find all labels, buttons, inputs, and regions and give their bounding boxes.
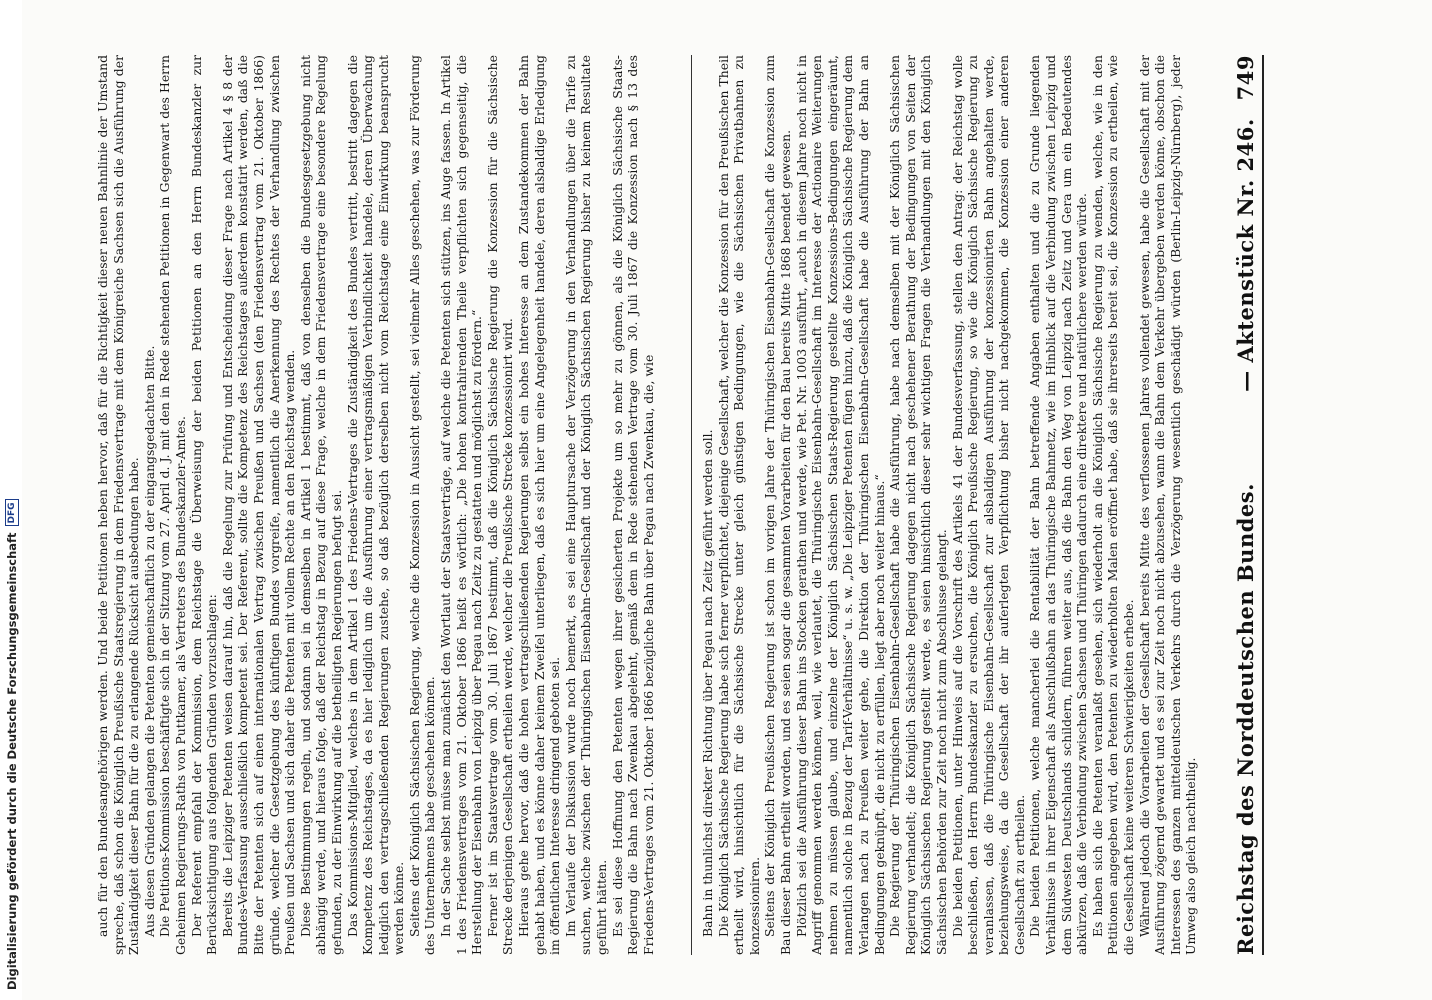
header-section: — Aktenstück Nr. 246. (1232, 118, 1258, 392)
paragraph: Bereits die Leipziger Petenten weisen darauf hin, daß die Regelung zur Prüfung und Entscheidung dieser Frage nach Artikel 4 § 8 der Bundes-Verfassung ausschließlich kompetent sei. Der Referent, sollte die Kompetenz des Reichstages außerdem konstatirt werden, daß die Bitte der Petenten sich auf einen internationalen Vertrag zwischen Preußen und Sachsen (den Friedensvertrag vom 21. Oktober 1866) gründe, welcher die Gesetzgebung des künftigen Bundes vorgreife, namentlich die Anerkennung des Rechtes der Verhandlung zwischen Preußen und Sachsen und sich daher die Petenten mit vollem Rechte an den Reichstag wenden. (219, 55, 298, 955)
footer-strip (0, 0, 22, 1000)
paragraph: Die beiden Petitionen, welche mancherlei die Rentabilität der Bahn betreffende Angaben enthalten und die zu Grunde liegenden Verhältnisse in ihrer Eigenschaft als Anschlußbahn an das Thüringische Bahnnetz, wie im Hinblick auf die Verbindung zwischen Leipzig und dem Südwesten Deutschlands schildern, führen weiter aus, daß die Bahn den Weg von Leipzig nach Zeitz und Gera um ein Bedeutendes abkürzen, daß die Verbindung zwischen Sachsen und Thüringen dadurch eine direktere und natürlichere werden würde. (1027, 55, 1090, 955)
paragraph: Es sei diese Hoffnung den Petenten wegen ihrer gesicherten Projekte um so mehr zu gönnen, als die Königlich Sächsische Staats-Regierung die Bahn nach Zwenkau abgelehnt, gemäß dem in Rede stehenden Vertrage vom 30. Juli 1867 die Konzession nach § 13 des Friedens-Vertrages vom 21. Oktober 1866 bezügliche Bahn über Pegau nach Zwenkau, die, wie (609, 55, 656, 955)
text-column-right (95, 55, 683, 955)
page-header (1228, 55, 1264, 955)
paragraph: Die Petitions-Kommission beschäftigte sich in der Sitzung vom 27. April d. J. mit den in Rede stehenden Petitionen in Gegenwart des Herrn Geheimen Regierungs-Raths von Puttkamer, als Vertreters des Bundeskanzler-Amtes. (157, 55, 188, 955)
paragraph: Die beiden Petitionen, unter Hinweis auf die Vorschrift des Artikels 41 der Bundesverfassung, stellen den Antrag: der Reichstag wolle beschließen, den Herrn Bundeskanzler zu ersuchen, die Königlich Preußische Regierung, so wie die Königlich Sächsische Regierung zu veranlassen, daß die Thüringische Eisenbahn-Gesellschaft zur alsbaldigen Ausführung der konzessionirten Bahn angehalten werde, beziehungsweise, da die Gesellschaft der ihr auferlegten Verpflichtung bisher nicht nachgekommen, die Konzession einer anderen Gesellschaft zu ertheilen. (949, 55, 1027, 955)
paragraph: Die Königlich Sächsische Regierung habe sich ferner verpflichtet, diejenige Gesellschaft, welcher die Konzession für den Preußischen Theil ertheilt wird, hinsichtlich für die Sächsische Strecke unter gleich günstigen Bedingungen, wie die Sächsischen Privatbahnen zu konzessioniren. (715, 55, 762, 955)
page-number: 749 (1232, 55, 1258, 101)
paragraph: Das Kommissions-Mitglied, welches in dem Artikel 1 des Friedens-Vertrages die Zuständigkeit des Bundes vertritt, bestritt dagegen die Kompetenz des Reichstages, da es hier lediglich um die Ausführung einer vertragsmäßigen Verbindlichkeit handele, deren Überwachung lediglich den vertragschließenden Regierungen zustehe, so daß bezüglich derselben nicht vom Reichstage eine Einwirkung beansprucht werden könne. (344, 55, 407, 955)
paragraph: In der Sache selbst müsse man zunächst den Wortlaut der Staatsverträge, auf welche die Petenten sich stützen, ins Auge fassen. In Artikel 1 des Friedensvertrages vom 21. Oktober 1866 heißt es wörtlich: „Die hohen kontrahirenden Theile verpflichten sich gegenseitig, die Herstellung der Eisenbahn von Leipzig über Pegau nach Zeitz zu gestatten und möglichst zu fördern.“ (438, 55, 485, 955)
paragraph: Aus diesen Gründen gelangen die Petenten gemeinschaftlich zu der eingangsgedachten Bitte. (141, 345, 157, 937)
paragraph: Diese Bestimmungen regeln, und sodann sei in demselben in Artikel 1 bestimmt, daß von denselben die Bundesgesetzgebung nicht abhängig werde, und hieraus folge, daß der Reichstag in Bezug auf diese Frage, welche in dem Friedensvertrage eine besondere Regelung gefunden, zu der Einwirkung auf die betheiligten Regierungen befugt sei. (297, 55, 344, 955)
printed-page (80, 35, 1320, 985)
dfg-logo: DFG (5, 499, 19, 526)
footer-credit-text: Digitalisierung gefördert durch die Deutsche Forschungsgemeinschaft (5, 532, 19, 990)
header-title: Reichstag des Norddeutschen Bundes. (1232, 483, 1258, 955)
rotated-page-content (80, 35, 1320, 985)
paragraph: auch für den Bundesangehörigen werden. Und beide Petitionen heben hervor, daß für die Richtigkeit dieser neuen Bahnlinie der Umstand spreche, daß schon die Königlich Preußische Staatsregierung in dem Friedensvertrage mit dem Königreiche Sachsen sich die Ausführung der Zuständigkeit dieser Bahn für die zu erlangende Rücksicht ausbedungen habe. (95, 55, 142, 955)
paragraph: Der Referent empfahl der Kommission, dem Reichstage die Überweisung der beiden Petitionen an den Herrn Bundeskanzler zur Berücksichtigung aus folgenden Gründen vorzuschlagen: (188, 55, 220, 955)
text-column-left (700, 55, 1222, 955)
paragraph: Hieraus gehe hervor, daß die hohen vertragschließenden Regierungen selbst ein hohes Interesse an dem Zustandekommen der Bahn gehabt haben, und es könne daher keinem Zweifel unterliegen, daß es sich hier um eine Angelegenheit handele, deren alsbaldige Erledigung im öffentlichen Interesse dringend geboten sei. (516, 55, 563, 955)
paragraph: Bahn in thunlichst direkter Richtung über Pegau nach Zeitz geführt werden soll. (700, 429, 715, 937)
column-divider (691, 55, 692, 955)
paragraph: Seitens der Königlich Preußischen Regierung ist schon im vorigen Jahre der Thüringischen Eisenbahn-Gesellschaft die Konzession zum Bau dieser Bahn ertheilt worden, und es seien sogar die gesammten Vorarbeiten für den Bau bereits Mitte 1868 beendet gewesen. (762, 55, 793, 955)
paragraph: Es haben sich die Petenten veranlaßt gesehen, sich wiederholt an die Königlich Sächsische Regierung zu wenden, welche, wie in den Petitionen angegeben wird, den Petenten zu wiederholten Malen eröffnet habe, daß sie ihrerseits bereit sei, die Konzession zu ertheilen, wie die Gesellschaft keine weiteren Schwierigkeiten erhebe. (1089, 55, 1137, 955)
paragraph: Während jedoch die Vorarbeiten der Gesellschaft bereits Mitte des verflossenen Jahres vollendet gewesen, habe die Gesellschaft mit der Ausführung zögernd gewartet und es sei zur Zeit noch nicht abzusehen, wann die Bahn dem Verkehr übergeben werden könne, obschon die Interessen des ganzen mitteldeutschen Verkehrs durch die Verzögerung wesentlich geschädigt würden (Berlin-Leipzig-Nürnberg), jeder Umweg also gleich nachtheilig. (1136, 55, 1199, 955)
paragraph: Ferner ist im Staatsvertrage vom 30. Juli 1867 bestimmt, daß die Königlich Sächsische Regierung die Konzession für die Sächsische Strecke derjenigen Gesellschaft ertheilen werde, welcher die Preußische Strecke konzessionirt wird. (484, 55, 516, 955)
paragraph: Die Regierung der Thüringischen Eisenbahn-Gesellschaft habe die Ausführung, habe nach demselben mit der Königlich Sächsischen Regierung verhandelt; die Königlich Sächsische Regierung dagegen nicht nach geschehener Berathung der Bedingungen von Seiten der Königlich Sächsischen Regierung gestellt werde, es seien hinsichtlich dieser sehr wichtigen Fragen die Verhandlungen mit den Königlich Sächsischen Behörden zur Zeit noch nicht zum Abschlusse gelangt. (887, 55, 949, 955)
footer-credit (4, 10, 20, 990)
paragraph: Seitens der Königlich Sächsischen Regierung, welche die Konzession in Aussicht gestellt, sei vielmehr Alles geschehen, was zur Förderung des Unternehmens habe geschehen können. (406, 55, 438, 955)
paragraph: Plötzlich sei die Ausführung dieser Bahn ins Stocken gerathen und werde, wie Pet. Nr. 1003 ausführt, „auch in diesem Jahre noch nicht in Angriff genommen werden können, weil, wie verlautet, die Thüringische Eisenbahn-Gesellschaft im Interesse der Actionaire Weiterungen nehmen zu müssen glaube, und einzelne der Königlich Sächsischen Staats-Regierung gestellte Konzessions-Bedingungen eingeräumt, namentlich solche in Bezug der Tarif-Verhältnisse“ u. s. w. „Die Leipziger Petenten fügen hinzu, daß die Königlich Sächsische Regierung dem Verlangen nach zu Preußen weiter gehe, die Direktion der Thüringischen Eisenbahn-Gesellschaft habe die Ausführung der Bahn an Bedingungen geknüpft, die nicht zu erfüllen, liegt aber noch weiter hinaus.“ (793, 55, 887, 955)
header-right (1233, 55, 1258, 392)
paragraph: Im Verlaufe der Diskussion wurde noch bemerkt, es sei eine Hauptursache der Verzögerung in den Verhandlungen über die Tarife zu suchen, welche zwischen der Thüringischen Eisenbahn-Gesellschaft und der Königlich Sächsischen Regierung bisher zu keinem Resultate geführt hätten. (562, 55, 609, 955)
